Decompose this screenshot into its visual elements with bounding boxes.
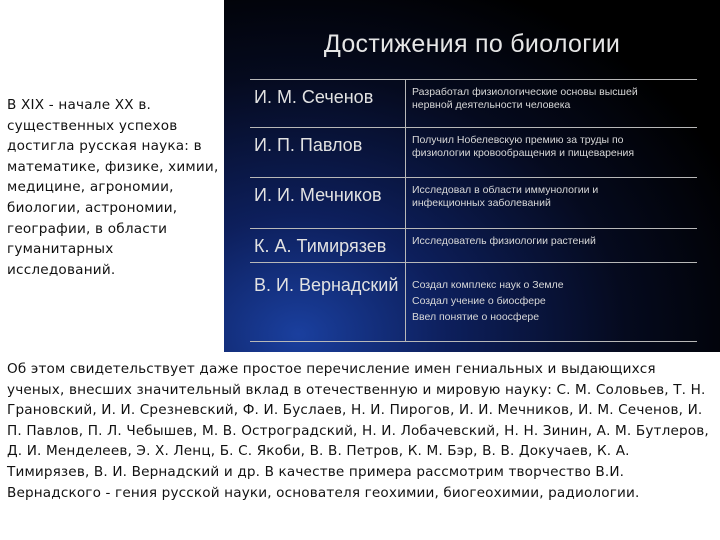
description-line: физиологии кровообращения и пищеварения	[412, 147, 635, 159]
description-line: Создал учение о биосфере	[412, 295, 546, 307]
description-line: нервной деятельности человека	[412, 99, 571, 111]
scientist-name: И. М. Сеченов	[250, 80, 406, 128]
scientist-name: И. И. Мечников	[250, 178, 406, 229]
description-line: Разработал физиологические основы высшей	[412, 86, 638, 98]
description-line: Получил Нобелевскую премию за труды по	[412, 134, 624, 146]
description-line: Исследователь физиологии растений	[412, 235, 596, 247]
table-row	[250, 80, 697, 128]
description-line: Ввел понятие о ноосфере	[412, 311, 540, 323]
table-row	[250, 229, 697, 263]
achievement-description	[406, 80, 698, 128]
intro-paragraph: В XIX - начале XX в. существенных успехов достигла русская наука: в математике, физике, химии, медицине, агрономии, биологии, астрономии, географии, в области гуманитарных исследований.	[7, 97, 219, 278]
table-row	[250, 128, 697, 178]
scientist-name: И. П. Павлов	[250, 128, 406, 178]
description-line: Исследовал в области иммунологии и	[412, 184, 599, 196]
achievement-description	[406, 229, 698, 263]
achievement-description	[406, 263, 698, 342]
slide-title: Достижения по биологии	[323, 30, 621, 58]
description-line: Создал комплекс наук о Земле	[412, 279, 564, 291]
table-row	[250, 263, 697, 342]
achievement-description	[406, 178, 698, 229]
scientists-table	[250, 79, 697, 342]
scientists-paragraph: Об этом свидетельствует даже простое перечисление имен гениальных и выдающихся ученых, внесших значительный вклад в отечественную и мировую науку: С. М. Соловьев, Т. Н. Грановский, И. И. Срезневский, Ф. И. Буслаев, Н. И. Пирогов, И. И. Мечников, И. М. Сеченов, И. П. Павлов, П. Л. Чебышев, М. В. Остроградский, Н. И. Лобачевский, Н. Н. Зинин, А. М. Бутлеров, Д. И. Менделеев, Э. Х. Ленц, Б. С. Якоби, В. В. Петров, К. М. Бэр, В. В. Докучаев, К. А. Тимирязев, В. И. Вернадский и др. В качестве примера рассмотрим творчество В.И. Вернадского - гения русской науки, основателя геохимии, биогеохимии, радиологии.	[7, 361, 709, 501]
description-line: инфекционных заболеваний	[412, 197, 551, 209]
scientist-name: К. А. Тимирязев	[250, 229, 406, 263]
scientist-name: В. И. Вернадский	[250, 263, 406, 342]
achievement-description	[406, 128, 698, 178]
table-row	[250, 178, 697, 229]
slide-image	[224, 0, 720, 352]
